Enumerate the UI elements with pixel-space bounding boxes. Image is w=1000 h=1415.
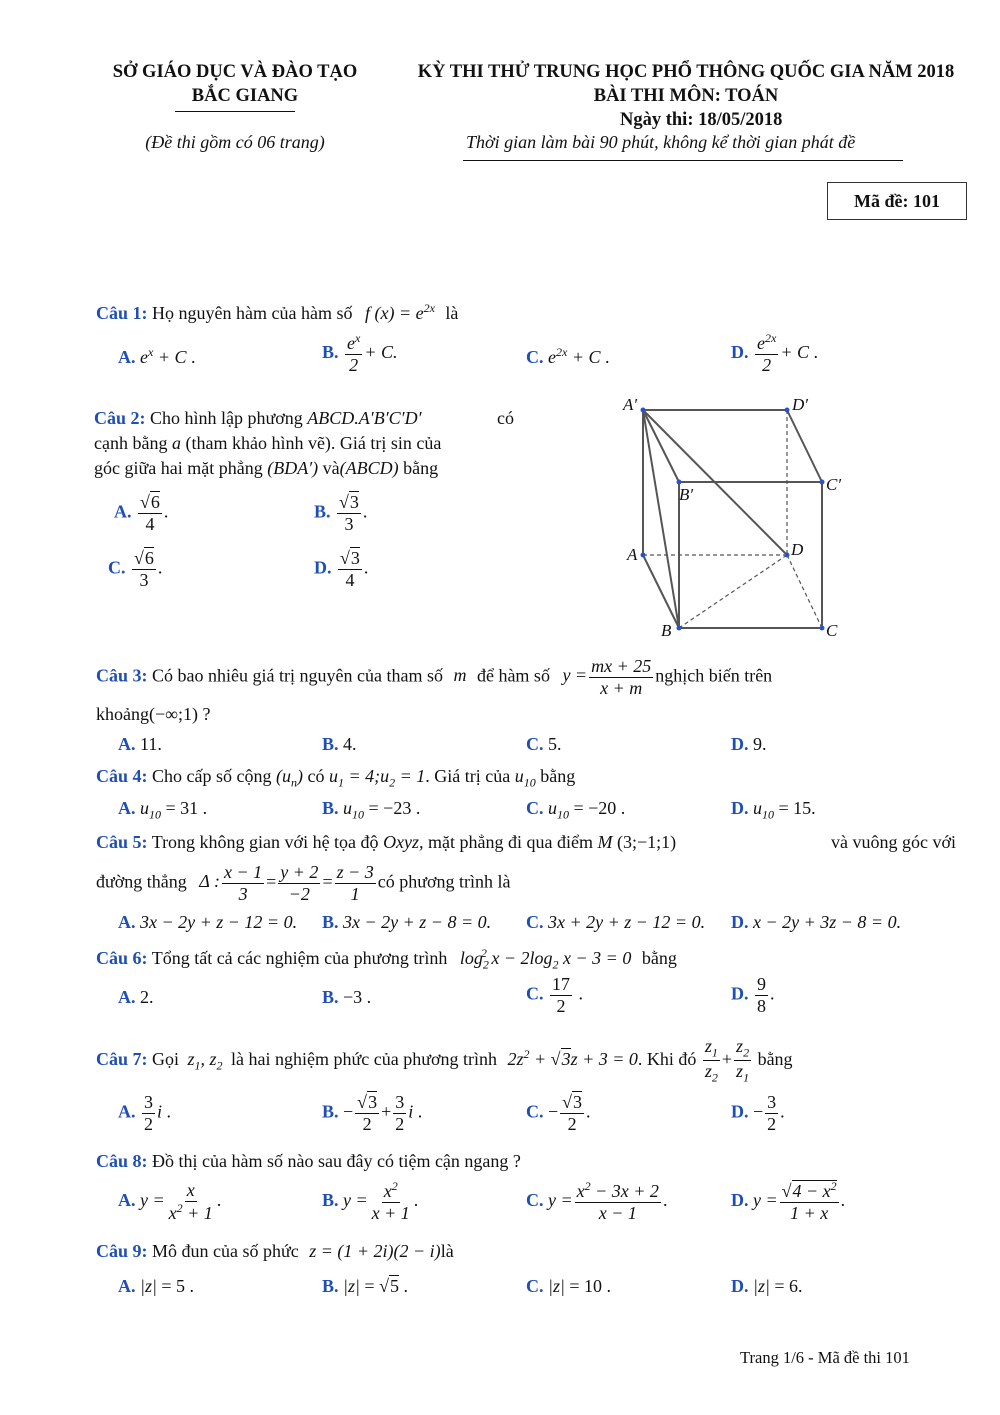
q5-line2: đường thẳng Δ : $\frac{x - 1}{3}$ = $\frac{y + 2}{-2}$ = $\frac{z - 3}{1}$ có phương trình là [96,862,511,904]
formula: f $(x) = e^{2x}$ [364,301,435,323]
subject-title: BÀI THI MÔN: TOÁN [593,86,779,106]
q7-option-a: A. $\frac{3}{2}$ i . [118,1092,172,1134]
vertex-label-b: B [661,621,672,640]
q1-option-b: B. $\frac{e^x}{2}$ + C. [322,331,398,375]
question-7: Câu 7: Gọi $z_1$, $z_2$ là hai nghiệm phức của phương trình $2z^2 + √3z + 3 = 0$. Khi đó $\frac{z_1}{z_2}$ + $\frac{z_2}{z_1}$ bằng [96,1036,793,1085]
q9-option-a: A. |z| = 5 . [118,1276,195,1296]
question-label: Câu 1: [96,303,148,323]
q3-option-a: A. 11. [118,734,162,754]
q5-option-a: A. 3x − 2y + z − 12 = 0. [118,912,298,932]
exam-code-box: Mã đề: 101 [827,182,967,220]
q4-option-b: B. $u_{10} = -23$ . [322,798,421,822]
page-count-note: (Đề thi gồm có 06 trang) [145,132,325,152]
q8-option-d: D. y = $\frac{√4 - x^2}{1 + x}$ . [731,1179,846,1223]
q9-option-b: B. |z| = √5 . [322,1276,408,1296]
q2-option-c: C. $\frac{√6}{3}$ . [108,548,163,590]
q7-option-c: C. − $\frac{√3}{2}$ . [526,1092,591,1134]
q8-option-b: B. y = $\frac{x^2}{x + 1}$ . [322,1179,419,1223]
q9-option-d: D. |z| = 6. [731,1276,803,1296]
question-6: Câu 6: Tổng tất cả các nghiệm của phương trình $\log_2^2 x - 2\log_2$ x − 3 = 0 bằng [96,946,677,972]
vertex-label-b1: B′ [679,485,694,504]
q3-option-b: B. 4. [322,734,357,754]
question-3: Câu 3: Có bao nhiêu giá trị nguyên của tham số m để hàm số y = $\frac{mx + 25}{x + m}$ nghịch biến trên [96,656,773,698]
question-4: Câu 4: Cho cấp số cộng $(u_n)$ có $u_1$ = $4;u_2 = 1$. Giá trị của $u_{10}$ bằng [96,766,576,790]
question-8: Câu 8: Đồ thị của hàm số nào sau đây có tiệm cận ngang ? [96,1151,521,1171]
vertex-label-d1: D′ [792,395,808,414]
header-underline-left [175,111,295,112]
q8-option-a: A. y = $\frac{x}{x^2 + 1}$ . [118,1180,222,1223]
q9-option-c: C. |z| = 10 . [526,1276,612,1296]
q3-option-c: C. 5. [526,734,562,754]
q1-option-c: C. $e^{2x} + C$ . [526,345,610,367]
q4-option-c: C. $u_{10} = -20$ . [526,798,626,822]
q6-option-b: B. −3 . [322,987,372,1007]
exam-date: Ngày thi: 18/05/2018 [620,110,783,130]
q6-option-c: C. $\frac{17}{2}$ . [526,974,583,1016]
q3-option-d: D. 9. [731,734,767,754]
province-name: BẮC GIANG [191,86,299,106]
vertex-label-a1: A′ [623,395,638,414]
q5-option-c: C. 3x + 2y + z − 12 = 0. [526,912,706,932]
q2-option-d: D. $\frac{√3}{4}$ . [314,548,369,590]
q2-option-a: A. $\frac{√6}{4}$ . [114,492,169,534]
exam-title: KỲ THI THỬ TRUNG HỌC PHỔ THÔNG QUỐC GIA NĂM 2018 [417,62,955,82]
header-underline-right [463,160,903,161]
q5-option-d: D. x − 2y + 3z − 8 = 0. [731,912,902,932]
vertex-label-a: A [627,545,638,564]
ministry-name: SỞ GIÁO DỤC VÀ ĐÀO TẠO [112,62,358,82]
q4-option-d: D. $u_{10} = 15$. [731,798,816,822]
question-text: Họ nguyên hàm của hàm số [152,303,353,323]
exam-duration: Thời gian làm bài 90 phút, không kể thời gian phát đề [466,132,856,152]
question-2: Câu 2: Cho hình lập phương ABCD.A′B′C′D′ có cạnh bằng a (tham khảo hình vẽ). Giá trị sin của góc giữa hai mặt phẳng (BDA′) và(ABCD) bằng [94,408,514,478]
q8-option-c: C. y = $\frac{x^2 - 3x + 2}{x - 1}$ . [526,1179,668,1223]
q5-option-b: B. 3x − 2y + z − 8 = 0. [322,912,492,932]
q6-option-a: A. 2. [118,987,154,1007]
q3-line2: khoảng(−∞;1) ? [96,704,211,724]
q6-option-d: D. $\frac{9}{8}$ . [731,974,775,1016]
question-9: Câu 9: Mô đun của số phức z = (1 + 2i)(2 − i)là [96,1241,454,1261]
q4-option-a: A. $u_{10} = 31$ . [118,798,208,822]
question-tail: là [445,303,459,323]
question-1 [96,301,458,324]
q2-option-b: B. $\frac{√3}{3}$ . [314,492,368,534]
q1-option-a: A. $e^x + C$ . [118,345,196,367]
q7-option-b: B. − $\frac{√3}{2}$ + $\frac{3}{2}$ i . [322,1092,423,1134]
vertex-label-c: C [826,621,838,640]
q1-option-d: D. $\frac{e^{2x}}{2}$ + C . [731,331,818,375]
q7-option-d: D. − $\frac{3}{2}$ . [731,1092,785,1134]
vertex-label-c1: C′ [826,475,842,494]
vertex-label-d: D [791,540,804,559]
page-footer: Trang 1/6 - Mã đề thi 101 [740,1348,910,1367]
question-5: Câu 5: Trong không gian với hệ tọa độ Oxyz, mặt phẳng đi qua điểm M (3;−1;1) và vuông góc với [96,832,956,852]
cube-figure [615,390,850,645]
